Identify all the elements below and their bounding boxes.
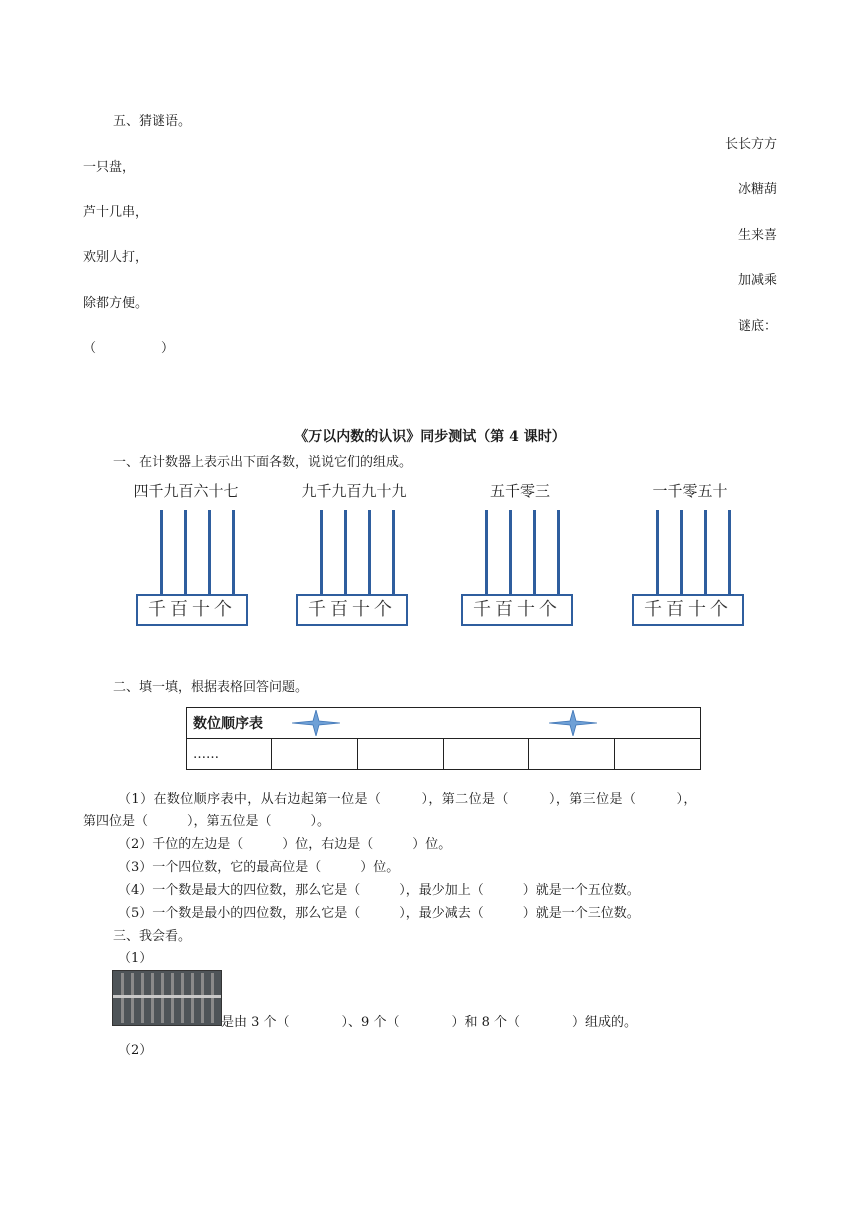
abacus-label: 九千九百九十九 <box>301 482 407 500</box>
test-title: 《万以内数的认识》同步测试（第 4 课时） <box>294 429 566 445</box>
star-decoration-icon <box>292 710 340 736</box>
abacus-rod-ones[interactable] <box>392 510 395 605</box>
abacus-photo <box>112 970 222 1026</box>
riddle-line-left-2: 芦十几串， <box>83 205 149 220</box>
abacus-rod-tens[interactable] <box>208 510 211 605</box>
riddle-line-right-1: 长长方方 <box>724 137 777 152</box>
riddle-line-left-3: 欢别人打， <box>83 250 149 265</box>
abacus-rod-hundreds[interactable] <box>680 510 683 605</box>
question-1b[interactable]: 第四位是（ ），第五位是（ ）。 <box>83 814 331 829</box>
riddle-line-left-1: 一只盘， <box>83 160 136 175</box>
abacus-base: 千百十个 <box>136 594 248 626</box>
item1-text[interactable]: 是由 3 个（ ）、9 个（ ）和 8 个（ ）组成的。 <box>221 1015 637 1030</box>
riddle-line-right-2: 冰糖葫 <box>737 182 777 197</box>
abacus-base: 千百十个 <box>632 594 744 626</box>
riddle-line-left-4: 除都方便。 <box>83 296 149 311</box>
abacus-rod-thousands[interactable] <box>320 510 323 605</box>
abacus-label: 四千九百六十七 <box>133 482 239 500</box>
abacus-rod-ones[interactable] <box>728 510 731 605</box>
abacus-rod-hundreds[interactable] <box>184 510 187 605</box>
question-5[interactable]: （5）一个数是最小的四位数，那么它是（ ），最少减去（ ）就是一个三位数。 <box>118 906 640 921</box>
table-cell-blank[interactable] <box>272 739 358 770</box>
abacus-rod-hundreds[interactable] <box>344 510 347 605</box>
abacus-label: 五千零三 <box>489 482 550 500</box>
abacus-rod-thousands[interactable] <box>160 510 163 605</box>
section1-heading: 一、在计数器上表示出下面各数，说说它们的组成。 <box>113 455 413 470</box>
abacus-label: 一千零五十 <box>652 482 728 500</box>
table-cell-blank[interactable] <box>443 739 529 770</box>
abacus-4[interactable] <box>628 480 752 635</box>
abacus-rod-tens[interactable] <box>533 510 536 605</box>
question-2[interactable]: （2）千位的左边是（ ）位，右边是（ ）位。 <box>118 837 452 852</box>
abacus-rod-tens[interactable] <box>704 510 707 605</box>
place-value-table <box>186 707 701 770</box>
question-3[interactable]: （3）一个四位数，它的最高位是（ ）位。 <box>118 860 400 875</box>
table-cell-blank[interactable] <box>615 739 701 770</box>
table-cell-blank[interactable] <box>529 739 615 770</box>
riddle-line-right-3: 生来喜 <box>737 228 777 243</box>
abacus-3[interactable] <box>458 480 582 635</box>
abacus-2[interactable] <box>292 480 416 635</box>
riddle-heading: 五、猜谜语。 <box>113 114 192 129</box>
riddle-answer-blank[interactable]: （ ） <box>83 341 175 356</box>
riddle-answer-label: 谜底： <box>737 319 777 334</box>
item1-label: （1） <box>118 951 153 966</box>
abacus-1[interactable] <box>124 480 248 635</box>
question-1a[interactable]: （1）在数位顺序表中，从右边起第一位是（ ），第二位是（ ），第三位是（ ）， <box>118 792 697 807</box>
abacus-rod-hundreds[interactable] <box>509 510 512 605</box>
abacus-rod-thousands[interactable] <box>656 510 659 605</box>
table-title: 数位顺序表 <box>193 716 263 732</box>
riddle-line-right-4: 加减乘 <box>737 273 777 288</box>
abacus-rod-tens[interactable] <box>368 510 371 605</box>
abacus-base: 千百十个 <box>461 594 573 626</box>
section2-heading: 二、填一填，根据表格回答问题。 <box>113 680 309 695</box>
item2-label: （2） <box>118 1043 153 1058</box>
abacus-rod-thousands[interactable] <box>485 510 488 605</box>
table-cell-blank[interactable] <box>357 739 443 770</box>
table-cell-ellipsis: …… <box>187 739 272 770</box>
table-title-cell <box>187 708 701 739</box>
section3-heading: 三、我会看。 <box>113 929 192 944</box>
star-decoration-icon <box>549 710 597 736</box>
abacus-rod-ones[interactable] <box>557 510 560 605</box>
abacus-rod-ones[interactable] <box>232 510 235 605</box>
abacus-base: 千百十个 <box>296 594 408 626</box>
question-4[interactable]: （4）一个数是最大的四位数，那么它是（ ），最少加上（ ）就是一个五位数。 <box>118 883 640 898</box>
